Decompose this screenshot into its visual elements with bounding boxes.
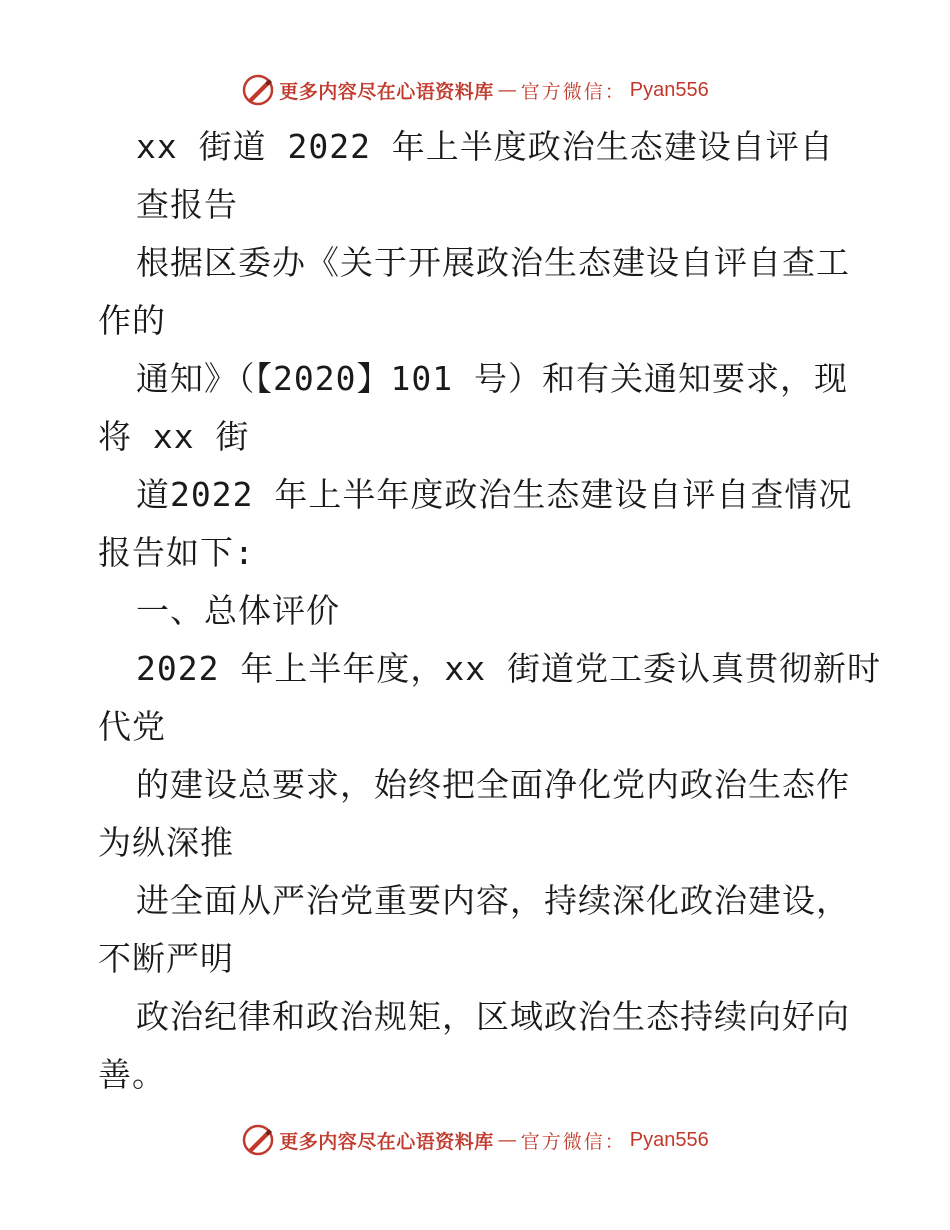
- paragraph-line: 将 xx 街: [98, 417, 250, 456]
- paragraph-line: 不断严明: [98, 939, 234, 978]
- paragraph-line: 为纵深推: [98, 823, 234, 862]
- banner-wechat-label: 官方微信：: [520, 1130, 626, 1153]
- paragraph-line: 通知》（【2020】101 号）和有关通知要求，现: [136, 359, 848, 398]
- banner-separator: —: [497, 79, 517, 101]
- banner-slogan: 更多内容尽在心语资料库: [279, 1130, 494, 1153]
- paragraph-line: 善。: [98, 1055, 166, 1094]
- paragraph-line: 道2022 年上半年度政治生态建设自评自查情况: [136, 475, 853, 514]
- paragraph-line: 进全面从严治党重要内容，持续深化政治建设，: [136, 881, 850, 920]
- banner-separator: —: [497, 1129, 517, 1151]
- banner-wechat-id: Pyan556: [629, 1128, 709, 1151]
- section-heading: 一、总体评价: [136, 591, 340, 630]
- paragraph-line: 作的: [98, 301, 166, 340]
- banner-wechat-label: 官方微信：: [520, 80, 626, 103]
- pen-logo-icon: [241, 73, 275, 107]
- document-body: [98, 118, 881, 1104]
- paragraph-line: 的建设总要求，始终把全面净化党内政治生态作: [136, 765, 850, 804]
- header-watermark-banner: [0, 70, 950, 110]
- paragraph-line: 2022 年上半年度，xx 街道党工委认真贯彻新时: [136, 649, 881, 688]
- banner-slogan: 更多内容尽在心语资料库: [279, 80, 494, 103]
- paragraph-line: 代党: [98, 707, 166, 746]
- paragraph-line: 政治纪律和政治规矩，区域政治生态持续向好向: [136, 997, 850, 1036]
- title-line-2: 查报告: [136, 185, 238, 224]
- banner-wechat-id: Pyan556: [629, 78, 709, 101]
- paragraph-line: 报告如下:: [98, 533, 255, 572]
- pen-logo-icon: [241, 1123, 275, 1157]
- title-line-1: xx 街道 2022 年上半度政治生态建设自评自: [136, 127, 834, 166]
- paragraph-line: 根据区委办《关于开展政治生态建设自评自查工: [136, 243, 850, 282]
- footer-watermark-banner: [0, 1120, 950, 1160]
